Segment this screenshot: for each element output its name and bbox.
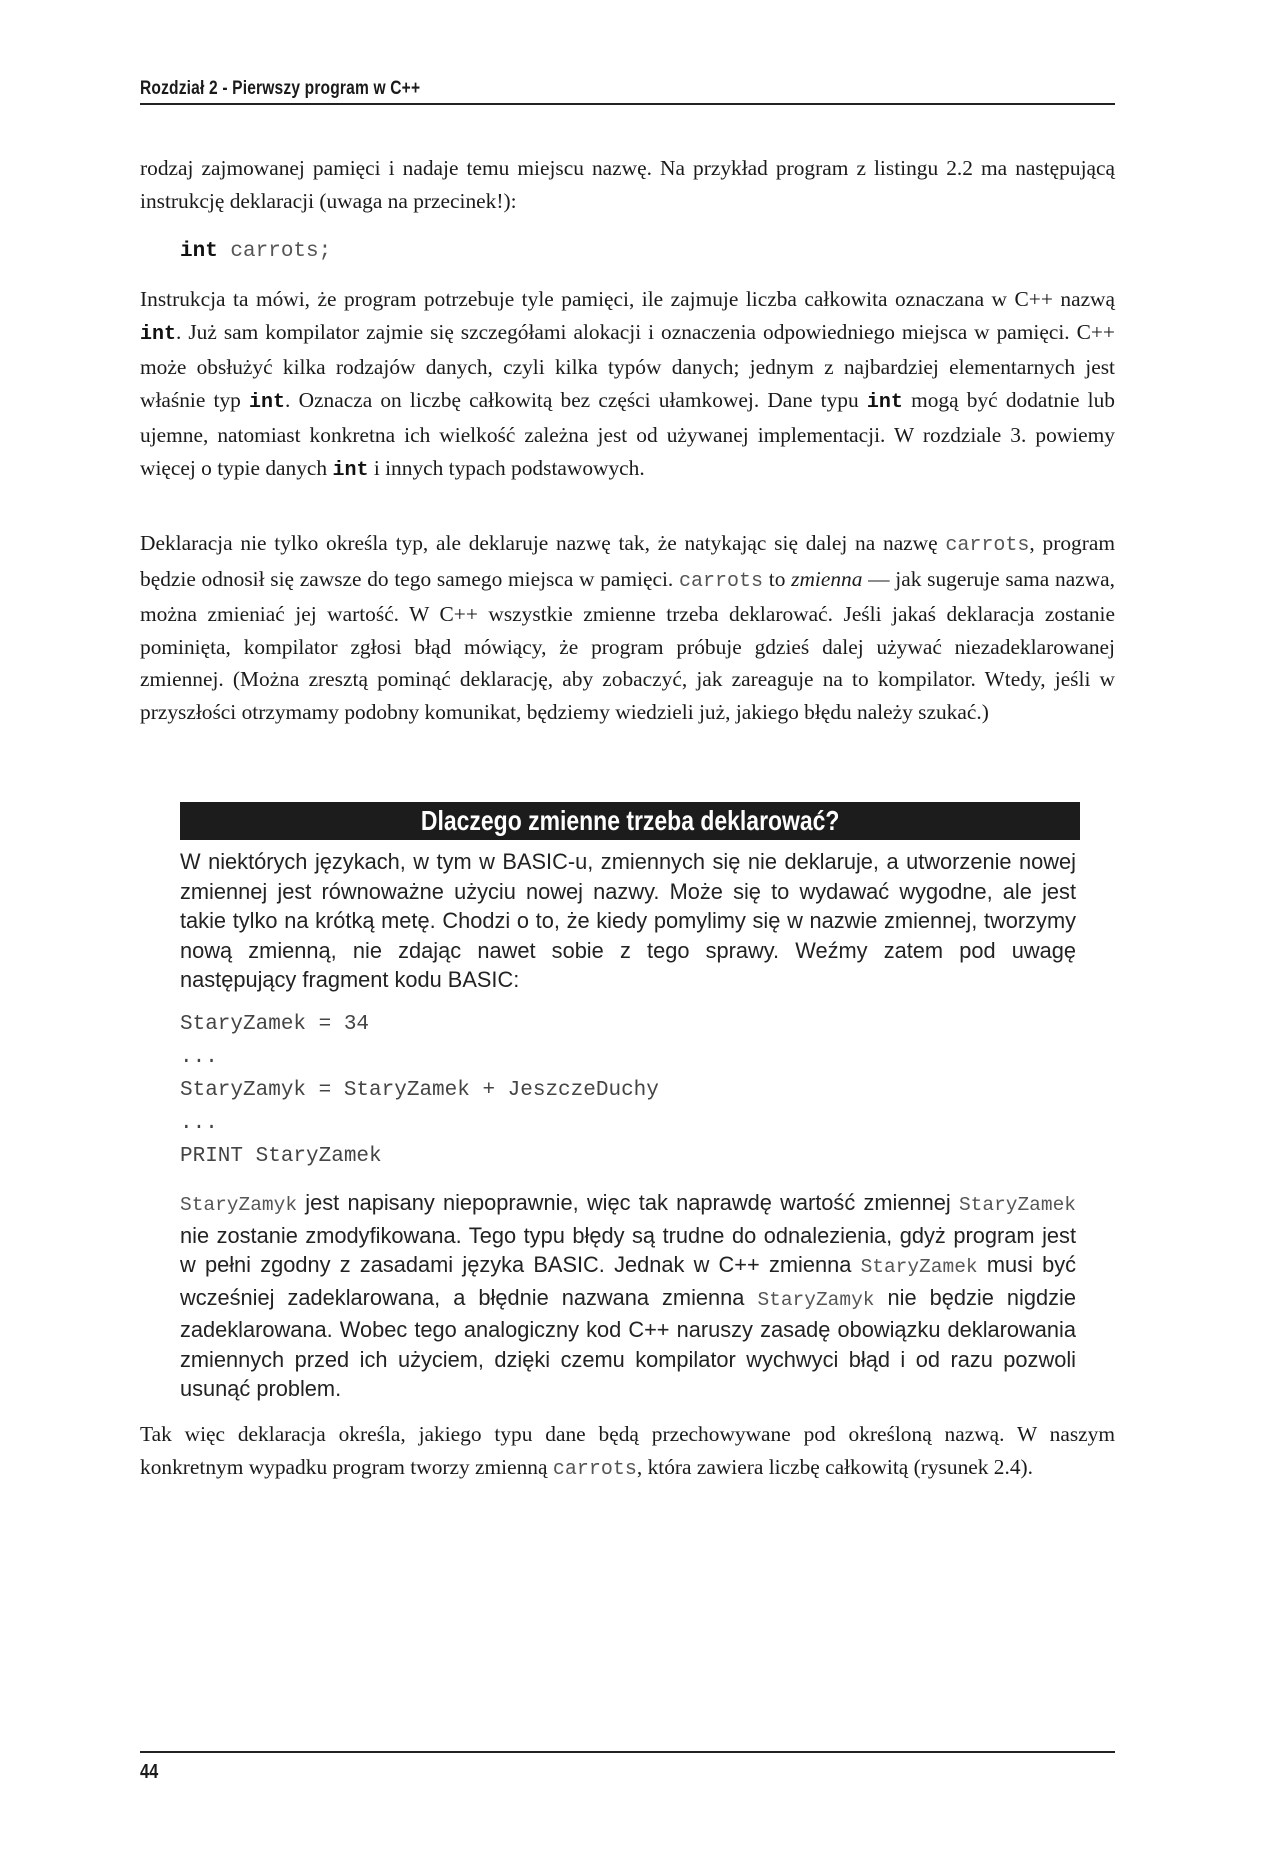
code-declaration — [180, 240, 331, 263]
text-run: , która zawiera liczbę całkowitą (rysunek 2.4). — [636, 1454, 1034, 1479]
paragraph-intro-text: rodzaj zajmowanej pamięci i nadaje temu miejscu nazwę. Na przykład program z listingu 2.2 ma następującą instrukcję deklaracji (uwaga na przecinek!): — [140, 156, 1115, 213]
text-run: Instrukcja ta mówi, że program potrzebuje tyle pamięci, ile zajmuje liczba całkowita oznaczana w C++ nazwą — [140, 287, 1115, 311]
text-run: . Już sam kompilator zajmie się szczegółami alokacji i oznaczenia odpowiedniego miejsca w pamięci. C++ może obsłużyć kilka rodzajów danych, czyli kilka typów danych; jednym z najbardziej elementarnych jest właśnie typ — [140, 319, 1115, 412]
code-line: StaryZamek = 34 — [180, 1013, 370, 1036]
sidebar-title-text: Dlaczego zmienne trzeba deklarować? — [420, 805, 840, 836]
inline-code: StaryZamyk — [180, 1194, 298, 1216]
inline-code: carrots — [552, 1457, 637, 1481]
sidebar-title — [180, 802, 1080, 840]
sidebar-paragraph-explanation — [180, 1188, 1076, 1404]
sidebar-paragraph-intro-text: W niektórych językach, w tym w BASIC-u, zmiennych się nie deklaruje, a utworzenie nowej zmiennej jest równoważne użyciu nowej nazwy. Może się to wydawać wygodne, ale jest takie tylko na krótką metę. Chodzi o to, że kiedy pomylimy się w nazwie zmiennej, tworzymy nową zmienną, nie zdając nawet sobie z tego sprawy. Weźmy zatem pod uwagę następujący fragment kodu BASIC: — [180, 849, 1076, 992]
paragraph-int-explanation — [140, 283, 1115, 488]
text-run: mogą być dodatnie lub ujemne, natomiast konkretna ich wielkość zależna jest od używanej implementacji. W rozdziale 3. powiemy więcej o typie danych — [140, 387, 1115, 480]
running-head: Rozdział 2 - Pierwszy program w C++ — [140, 78, 421, 99]
emphasis: zmienna — [791, 566, 863, 591]
text-run: Deklaracja nie tylko określa typ, ale deklaruje nazwę tak, że natykając się dalej na nazwę — [140, 531, 946, 555]
inline-code: carrots — [679, 569, 764, 593]
sidebar-paragraph-explanation-text — [180, 1188, 1076, 1404]
inline-code: int — [249, 390, 286, 414]
code-line: PRINT StaryZamek — [180, 1145, 382, 1168]
text-run: i innych typach podstawowych. — [368, 455, 645, 480]
code-line: StaryZamyk = StaryZamek + JeszczeDuchy — [180, 1079, 659, 1102]
paragraph-conclusion — [140, 1418, 1115, 1486]
code-identifier: carrots; — [217, 240, 332, 263]
paragraph-declaration — [140, 527, 1115, 729]
text-run: jest napisany niepoprawnie, więc tak naprawdę wartość zmiennej — [297, 1190, 959, 1215]
inline-code: StaryZamyk — [757, 1288, 875, 1311]
sidebar-paragraph-intro — [180, 847, 1076, 995]
text-run: nie będzie nigdzie zadeklarowana. Wobec tego analogiczny kod C++ naruszy zasadę obowiązku deklarowania zmiennych przed ich użyciem, dzięki czemu kompilator wychwyci błąd i od razu pozwoli usunąć problem. — [180, 1284, 1076, 1401]
text-run: to — [763, 566, 792, 591]
inline-code: StaryZamek — [958, 1194, 1076, 1216]
code-line: ... — [180, 1112, 218, 1135]
text-run: . Oznacza on liczbę całkowitą bez części ułamkowej. Dane typu — [285, 387, 867, 412]
text-run: musi być wcześniej zadeklarowana, a błędnie nazwana zmienna — [180, 1252, 1076, 1310]
paragraph-intro — [140, 152, 1115, 217]
inline-code: int — [866, 390, 903, 414]
paragraph-conclusion-text — [140, 1418, 1115, 1486]
inline-code: StaryZamek — [860, 1256, 978, 1278]
header-rule — [140, 103, 1115, 105]
code-keyword: int — [180, 240, 218, 263]
text-run: Tak więc deklaracja określa, jakiego typu dane będą przechowywane pod określoną nazwą. W naszym konkretnym wypadku program tworzy zmienną — [140, 1422, 1115, 1479]
inline-code: int — [140, 322, 177, 346]
paragraph-declaration-text — [140, 527, 1115, 729]
inline-code: int — [332, 458, 369, 482]
inline-code: carrots — [945, 534, 1030, 557]
text-run: , program będzie odnosił się zawsze do tego samego miejsca w pamięci. — [140, 531, 1115, 591]
page-number: 44 — [140, 1761, 159, 1783]
text-run: — jak sugeruje sama nazwa, można zmieniać jej wartość. W C++ wszystkie zmienne trzeba deklarować. Jeśli jakaś deklaracja zostanie pominięta, kompilator zgłosi błąd mówiący, że program próbuje gdzieś dalej używać niezadeklarowanej zmiennej. (Można zresztą pominąć deklarację, aby zobaczyć, jak zareaguje na to kompilator. Wtedy, jeśli w przyszłości otrzymamy podobny komunikat, będziemy wiedzieli już, jakiego błędu należy szukać.) — [140, 566, 1116, 724]
footer-rule — [140, 1751, 1115, 1753]
text-run: nie zostanie zmodyfikowana. Tego typu błędy są trudne do odnalezienia, gdyż program jest w pełni zgodny z zasadami języka BASIC. Jednak w C++ zmienna — [180, 1222, 1076, 1277]
code-line: ... — [180, 1046, 218, 1069]
paragraph-int-text — [140, 283, 1115, 488]
